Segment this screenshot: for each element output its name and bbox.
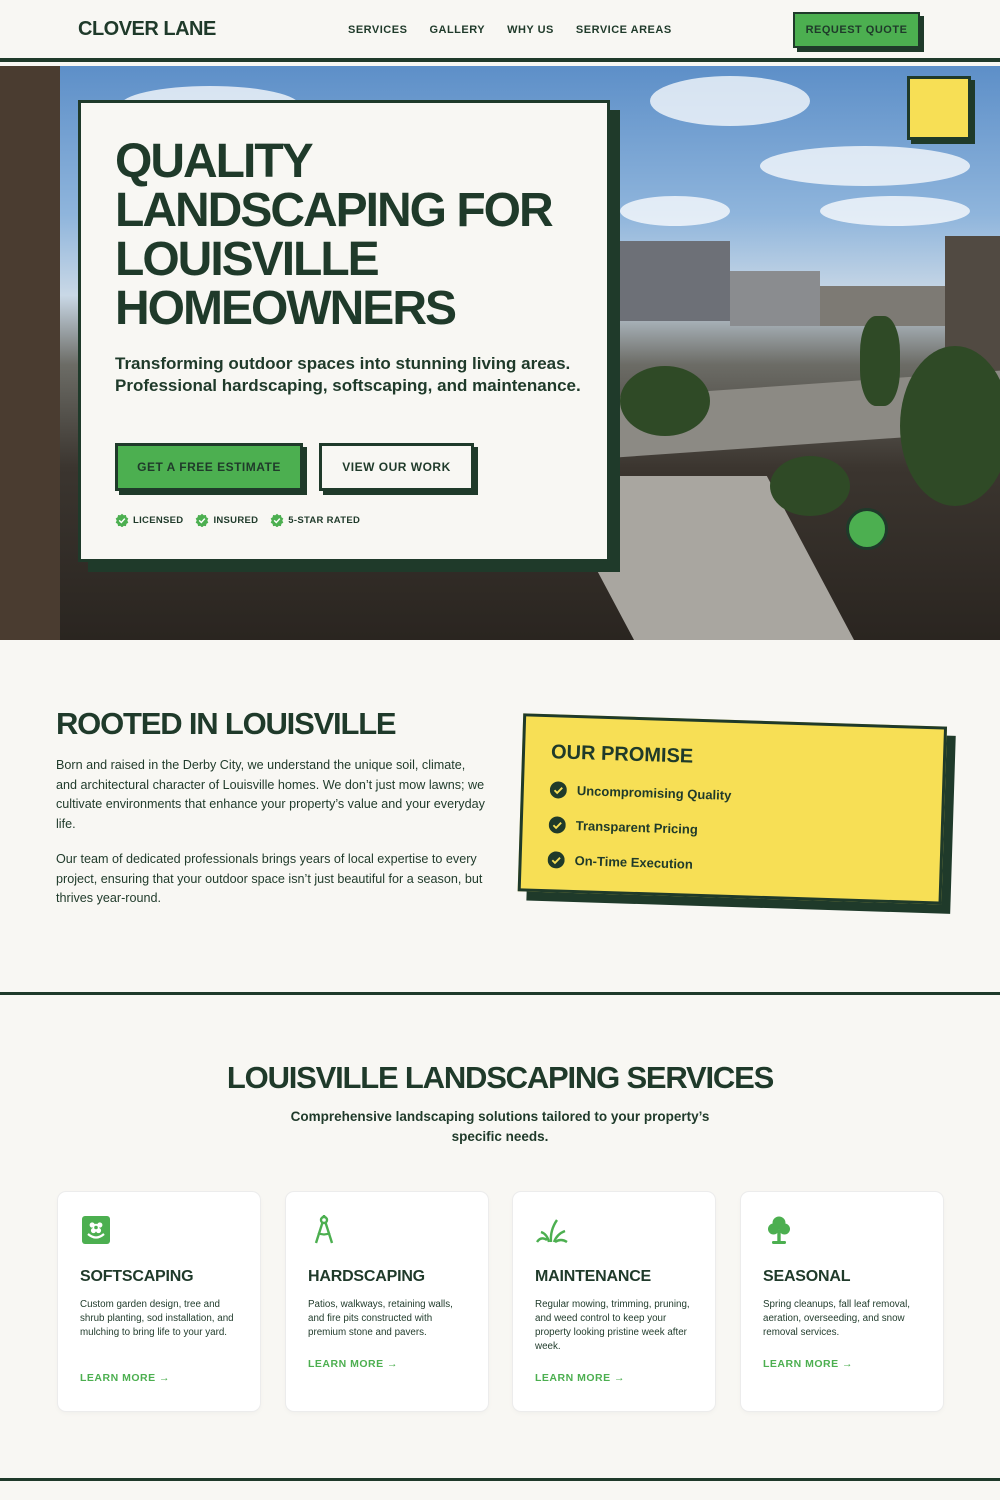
verified-badge-icon — [270, 513, 284, 527]
learn-more-link[interactable]: LEARN MORE → — [535, 1372, 625, 1384]
promise-item-label: Uncompromising Quality — [576, 783, 732, 803]
services-title: LOUISVILLE LANDSCAPING SERVICES — [226, 1060, 774, 1095]
hero-section — [0, 66, 1000, 640]
promise-title: OUR PROMISE — [550, 741, 694, 768]
hero-title: QUALITY LANDSCAPING FOR LOUISVILLE HOMEOWNERS — [115, 135, 552, 335]
service-description: Patios, walkways, retaining walls, and fire pits constructed with premium stone and pavers. — [308, 1299, 453, 1338]
promise-item-label: On-Time Execution — [574, 853, 694, 872]
badge-label: LICENSED — [133, 514, 184, 526]
service-description: Regular mowing, trimming, pruning, and weed control to keep your property looking pristine week after week. — [535, 1299, 690, 1352]
badge-label: INSURED — [213, 514, 259, 526]
service-description: Spring cleanups, fall leaf removal, aeration, overseeding, and snow removal services. — [763, 1299, 911, 1338]
promise-item — [548, 816, 698, 838]
about-paragraph-2: Our team of dedicated professionals brings years of local expertise to every project, ensuring that your outdoor space isn’t just beautiful for a season, but thrives year-round. — [56, 852, 483, 905]
service-title: SOFTSCAPING — [80, 1268, 194, 1285]
trust-badges — [115, 513, 360, 527]
promise-card — [518, 713, 947, 904]
badge-label: 5-STAR RATED — [288, 514, 361, 526]
service-description: Custom garden design, tree and shrub planting, sod installation, and mulching to bring life to your yard. — [80, 1299, 234, 1338]
service-card-maintenance[interactable] — [513, 1192, 715, 1411]
nav-links — [348, 24, 672, 36]
nav-link-services[interactable]: SERVICES — [348, 24, 408, 36]
compass-icon — [308, 1214, 342, 1248]
section-divider — [0, 992, 1000, 995]
badge-insured — [195, 513, 258, 527]
learn-more-link[interactable]: LEARN MORE → — [763, 1358, 853, 1370]
service-title: HARDSCAPING — [308, 1268, 425, 1285]
badge-licensed — [115, 513, 183, 527]
service-card-hardscaping[interactable] — [286, 1192, 488, 1411]
check-circle-icon — [547, 851, 565, 869]
service-title: SEASONAL — [763, 1268, 851, 1285]
check-circle-icon — [550, 781, 568, 799]
learn-more-link[interactable]: LEARN MORE → — [80, 1372, 170, 1384]
promise-item-label: Transparent Pricing — [575, 818, 699, 837]
section-divider — [0, 1478, 1000, 1481]
service-card-softscaping[interactable] — [58, 1192, 260, 1411]
brand-logo[interactable]: CLOVER LANE — [78, 18, 216, 40]
view-work-button[interactable]: VIEW OUR WORK — [319, 443, 474, 491]
service-title: MAINTENANCE — [535, 1268, 652, 1285]
nav-link-gallery[interactable]: GALLERY — [429, 24, 486, 36]
request-quote-button[interactable]: REQUEST QUOTE — [793, 12, 920, 48]
hero-subtitle: Transforming outdoor spaces into stunning living areas. Professional hardscaping, softscaping, and maintenance. — [115, 354, 581, 395]
verified-badge-icon — [195, 513, 209, 527]
check-circle-icon — [548, 816, 566, 834]
free-estimate-button[interactable]: GET A FREE ESTIMATE — [115, 443, 303, 491]
nav-link-service-areas[interactable]: SERVICE AREAS — [575, 24, 672, 36]
tree-icon — [763, 1214, 797, 1248]
grass-icon — [535, 1214, 569, 1248]
learn-more-link[interactable]: LEARN MORE → — [308, 1358, 398, 1370]
flower-box-icon — [80, 1214, 114, 1248]
service-card-seasonal[interactable] — [741, 1192, 943, 1411]
promise-item — [547, 851, 693, 873]
hero-card — [78, 100, 610, 562]
nav-link-why-us[interactable]: WHY US — [507, 24, 554, 36]
verified-badge-icon — [115, 513, 129, 527]
about-title: ROOTED IN LOUISVILLE — [56, 706, 396, 741]
services-subtitle: Comprehensive landscaping solutions tailored to your property’s specific needs. — [290, 1109, 710, 1144]
about-paragraph-1: Born and raised in the Derby City, we understand the unique soil, climate, and architectural character of Louisville homes. We don’t just mow lawns; we cultivate environments that enhance your property’s value and your everyday life. — [56, 758, 485, 831]
top-navigation — [0, 0, 1000, 62]
badge-five-star — [270, 513, 360, 527]
promise-card-wrapper — [517, 713, 951, 926]
decorative-yellow-square — [907, 76, 971, 140]
promise-item — [550, 781, 732, 804]
decorative-green-dot — [846, 508, 888, 550]
